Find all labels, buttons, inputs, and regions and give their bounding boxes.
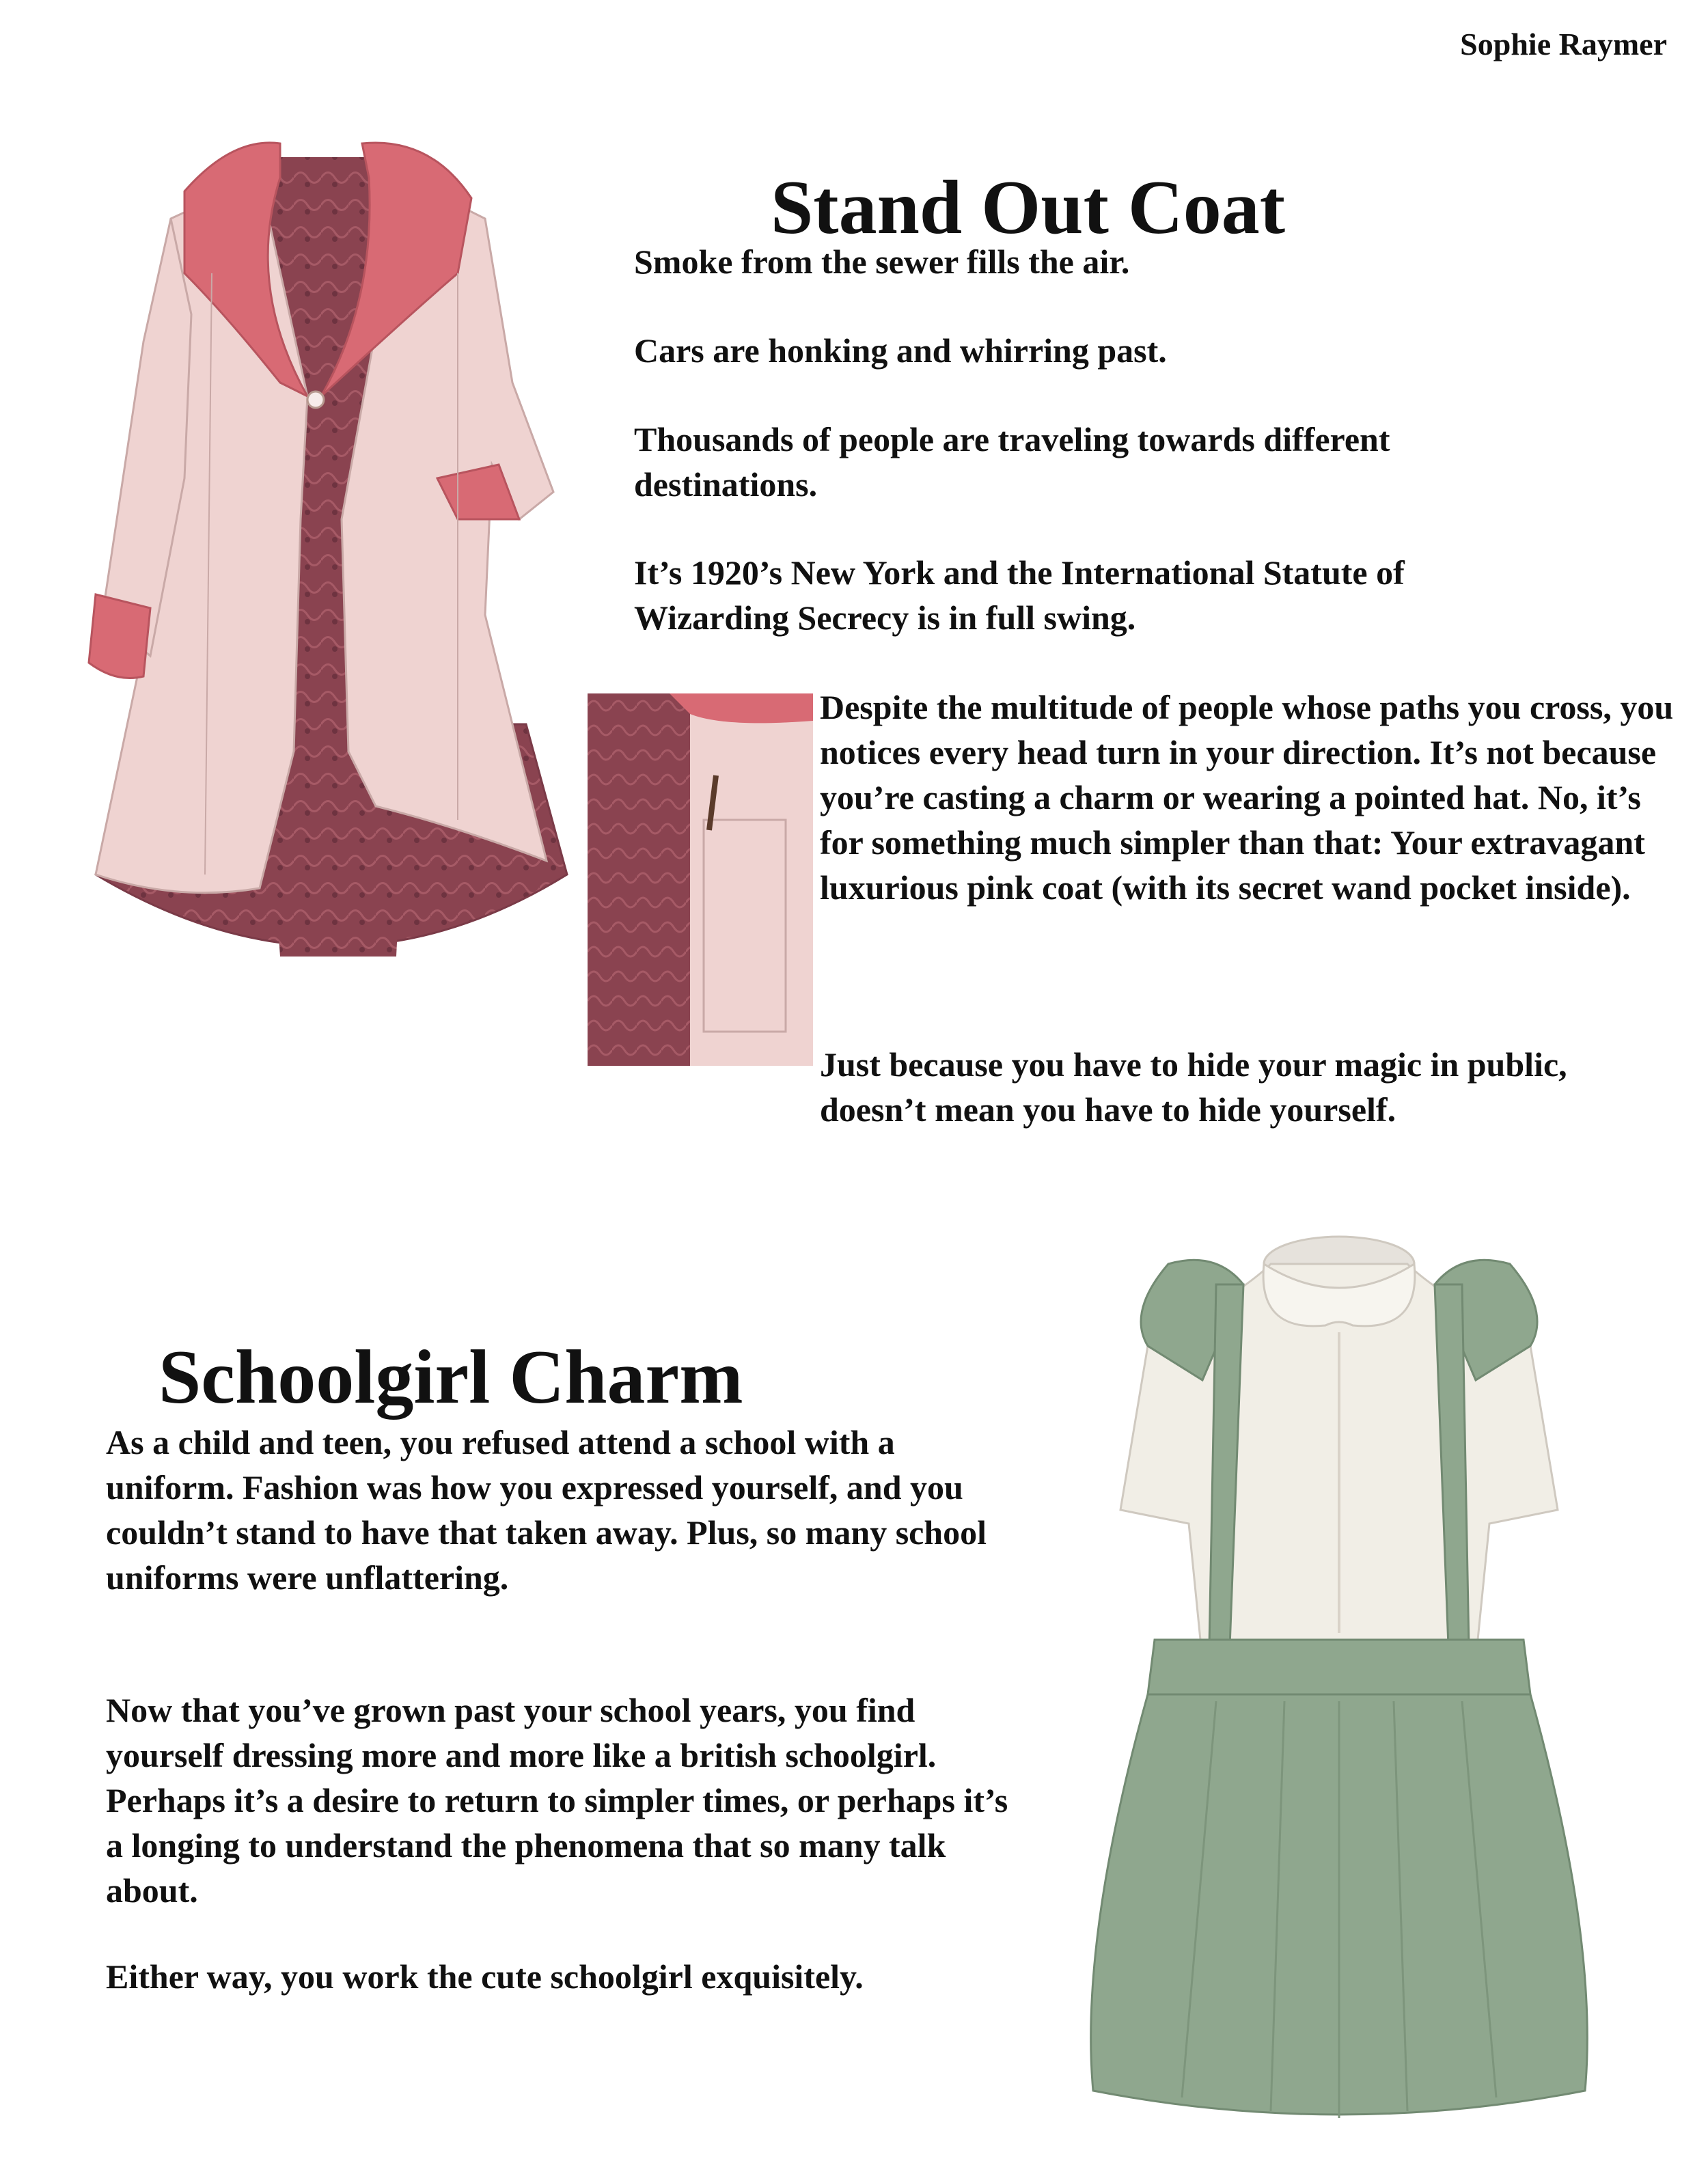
coat-paragraph: Smoke from the sewer fills the air.: [634, 243, 1130, 281]
wand-pocket-detail-illustration: [588, 693, 813, 1066]
pink-coat-illustration: [75, 137, 594, 1011]
coat-paragraph: Cars are honking and whirring past.: [634, 331, 1167, 370]
coat-paragraph: Despite the multitude of people whose paths you cross, you notices every head turn in your direction. It’s not because you’re casting a charm or wearing a pointed hat. No, it’s for something much simpler than that: Your extravagant luxurious pink coat (with its secret wand pocket inside).: [820, 688, 1674, 907]
schoolgirl-paragraph: Either way, you work the cute schoolgirl exquisitely.: [106, 1957, 864, 1996]
coat-paragraph: It’s 1920’s New York and the International Statute of Wizarding Secrecy is in full swing.: [634, 553, 1405, 637]
coat-section-title: Stand Out Coat: [771, 165, 1286, 251]
coat-paragraph: Just because you have to hide your magic in public, doesn’t mean you have to hide yourself.: [820, 1045, 1567, 1129]
coat-paragraph: Thousands of people are traveling towards different destinations.: [634, 420, 1390, 504]
schoolgirl-outfit-illustration: [1066, 1223, 1612, 2138]
schoolgirl-paragraph: Now that you’ve grown past your school years, you find yourself dressing more and more like a british schoolgirl. Perhaps it’s a desire to return to simpler times, or perhaps it’s a longing to understand the phenomena that so many talk about.: [106, 1691, 1008, 1910]
author-name: Sophie Raymer: [1460, 27, 1667, 61]
schoolgirl-paragraph: As a child and teen, you refused attend a school with a uniform. Fashion was how you expressed yourself, and you couldn’t stand to have that taken away. Plus, so many school uniforms were unflattering.: [106, 1423, 987, 1597]
schoolgirl-section-title: Schoolgirl Charm: [159, 1335, 743, 1420]
